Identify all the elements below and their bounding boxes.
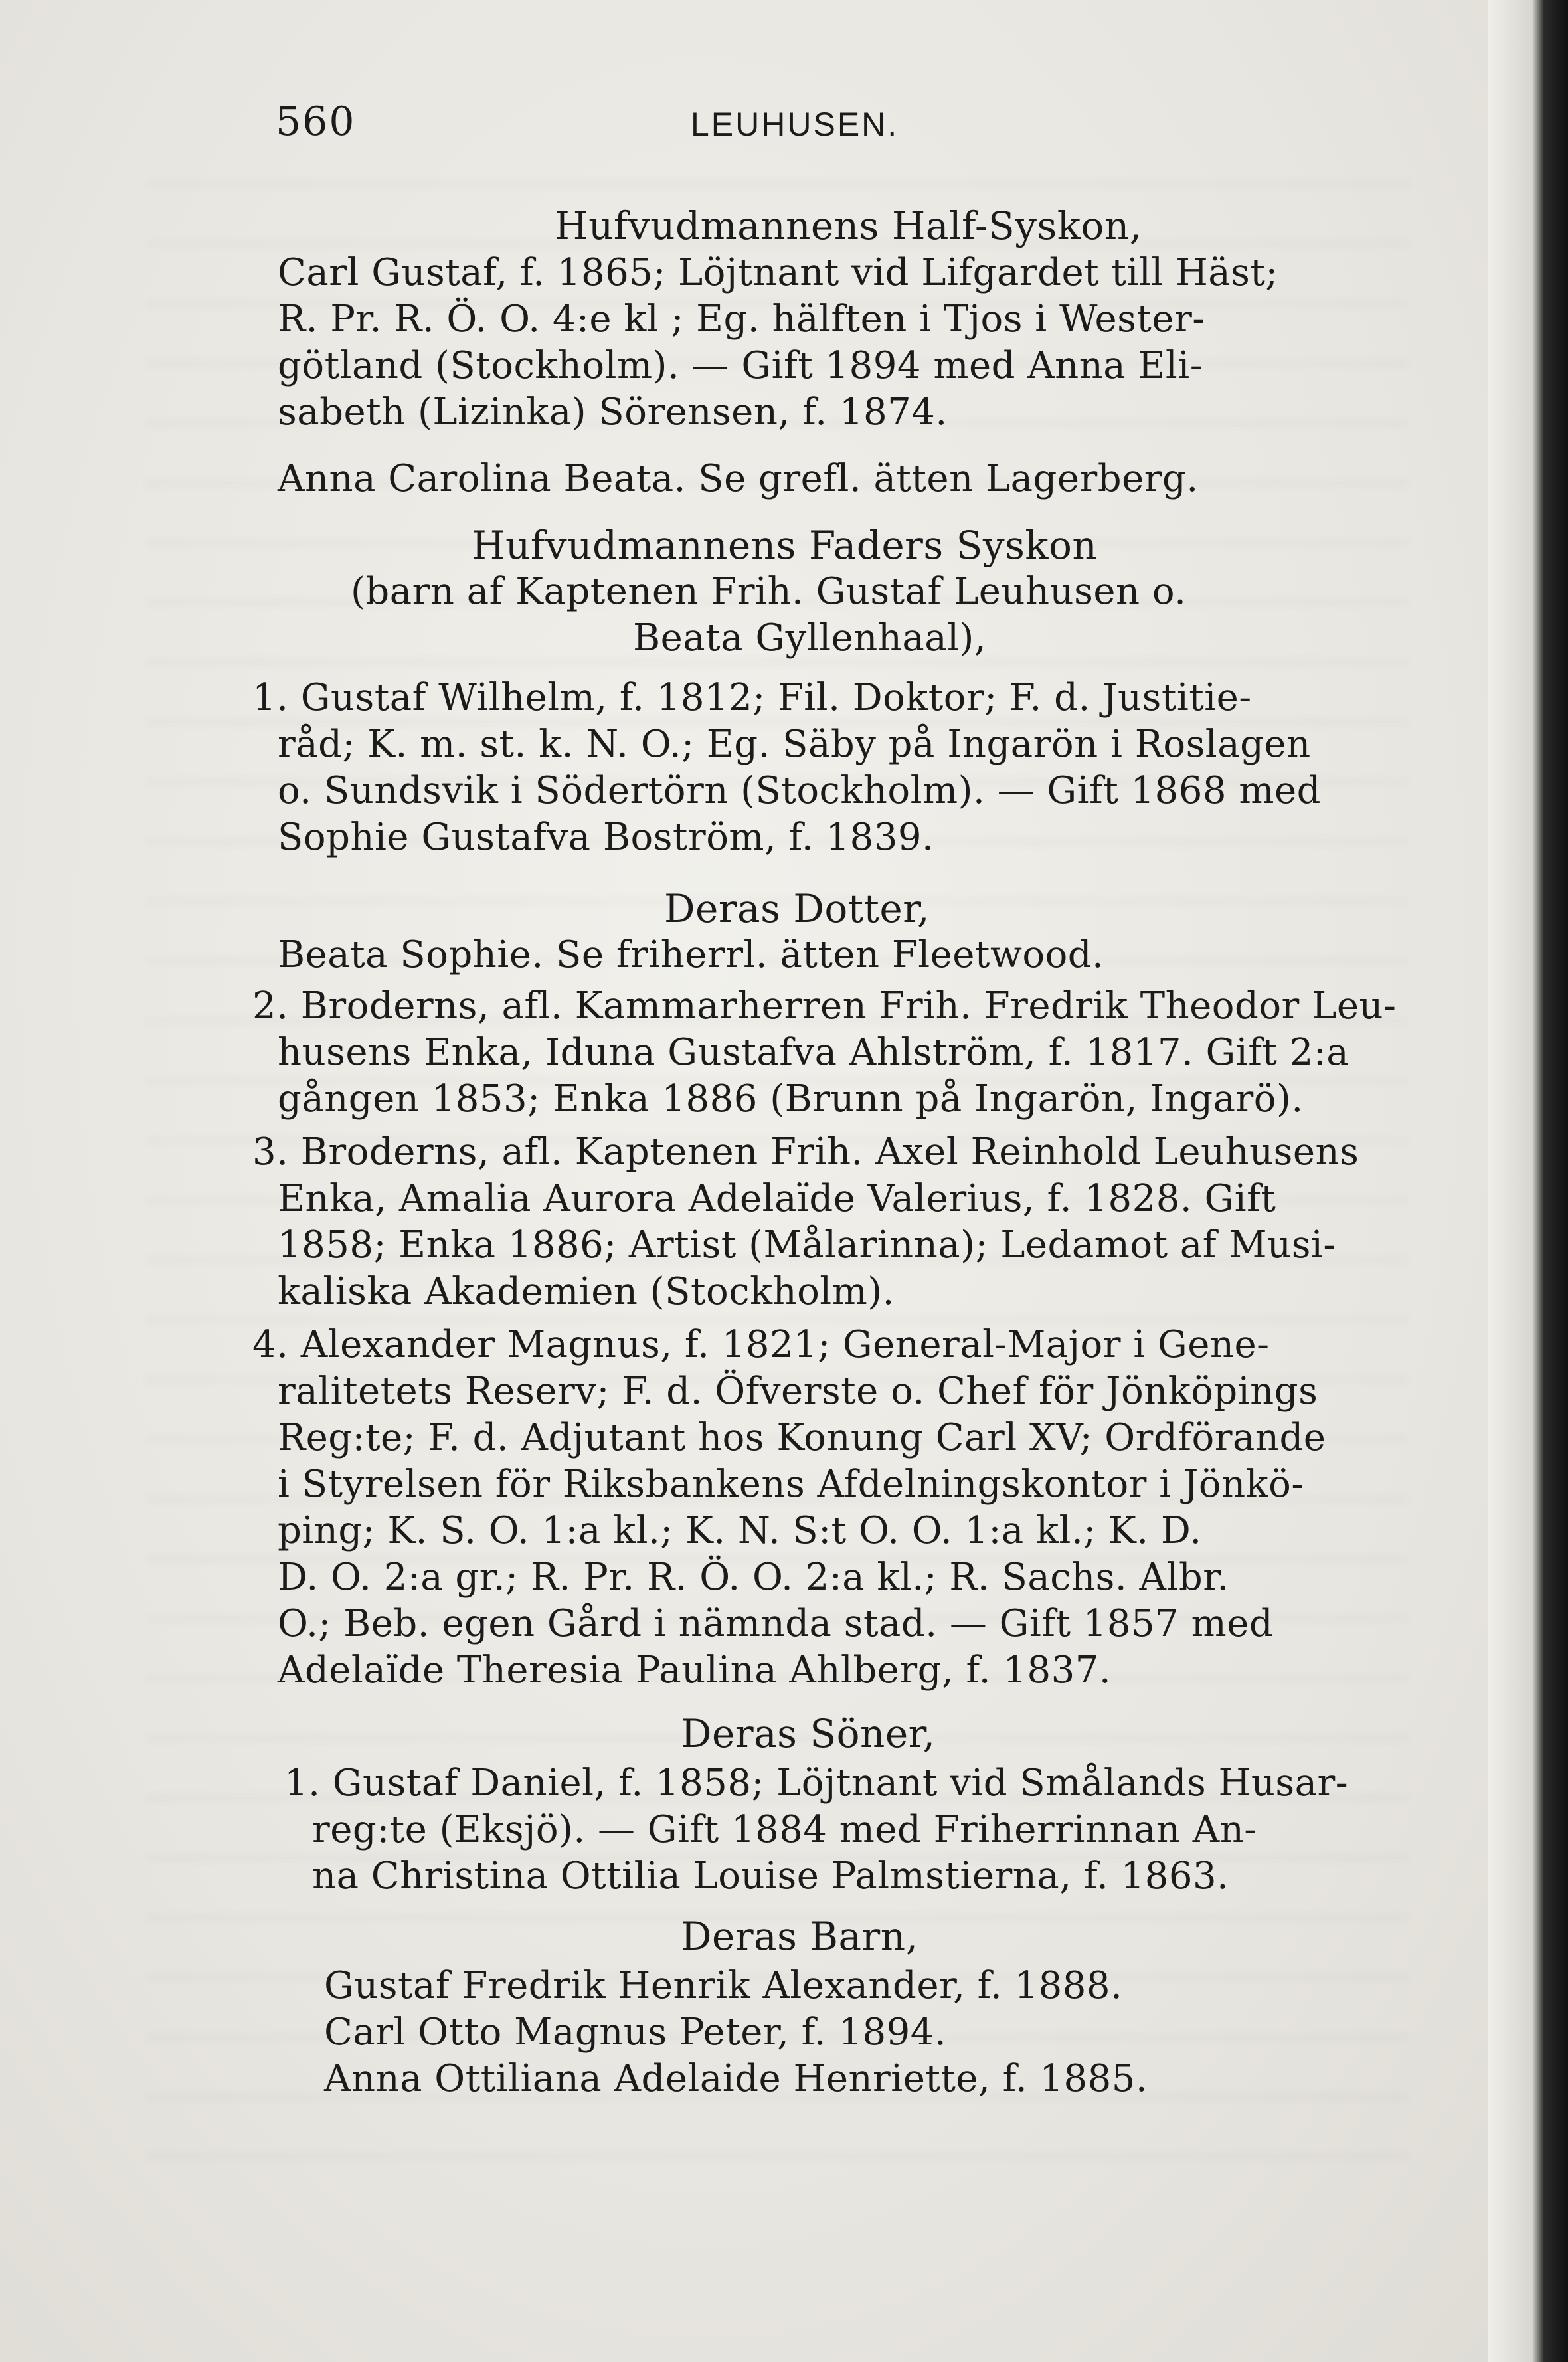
text-line: reg:te (Eksjö). — Gift 1884 med Friherrinnan An- <box>312 1808 1257 1851</box>
section-heading: Deras Söner, <box>681 1711 936 1756</box>
section-heading: Deras Barn, <box>681 1914 918 1959</box>
text-line: gången 1853; Enka 1886 (Brunn på Ingarön, Ingarö). <box>278 1077 1304 1121</box>
page-number: 560 <box>276 98 356 145</box>
text-line: R. Pr. R. Ö. O. 4:e kl ; Eg. hälften i Tjos i Wester- <box>278 298 1205 341</box>
text-line: Anna Ottiliana Adelaide Henriette, f. 1885. <box>324 2057 1148 2100</box>
entry-line: 2. Broderns, afl. Kammarherren Frih. Fredrik Theodor Leu- <box>252 984 1397 1028</box>
entry-line: 1. Gustaf Wilhelm, f. 1812; Fil. Doktor; F. d. Justitie- <box>252 676 1252 719</box>
entry-line: 3. Broderns, afl. Kaptenen Frih. Axel Reinhold Leuhusens <box>252 1131 1359 1174</box>
text-line: Carl Gustaf, f. 1865; Löjtnant vid Lifgardet till Häst; <box>278 251 1278 294</box>
running-title: LEUHUSEN. <box>691 106 899 143</box>
text-line: husens Enka, Iduna Gustafva Ahlström, f. 1817. Gift 2:a <box>278 1031 1350 1074</box>
text-line: götland (Stockholm). — Gift 1894 med Anna Eli- <box>278 344 1203 387</box>
text-line: Enka, Amalia Aurora Adelaïde Valerius, f. 1828. Gift <box>278 1177 1276 1220</box>
text-line: Gustaf Fredrik Henrik Alexander, f. 1888. <box>324 1964 1123 2007</box>
text-line: i Styrelsen för Riksbankens Afdelningskontor i Jönkö- <box>278 1463 1304 1506</box>
text-line: ping; K. S. O. 1:a kl.; K. N. S:t O. O. 1:a kl.; K. D. <box>278 1509 1202 1552</box>
entry-line: 4. Alexander Magnus, f. 1821; General-Major i Gene- <box>252 1323 1270 1366</box>
section-heading: Hufvudmannens Faders Syskon <box>472 523 1098 568</box>
text-line: Sophie Gustafva Boström, f. 1839. <box>278 816 934 859</box>
text-line: råd; K. m. st. k. N. O.; Eg. Säby på Ingarön i Roslagen <box>278 723 1311 766</box>
text-line: D. O. 2:a gr.; R. Pr. R. Ö. O. 2:a kl.; R. Sachs. Albr. <box>278 1556 1229 1599</box>
section-heading-sub: (barn af Kaptenen Frih. Gustaf Leuhusen o. <box>351 570 1187 613</box>
text-line: na Christina Ottilia Louise Palmstierna, f. 1863. <box>312 1855 1229 1898</box>
text-line: Adelaïde Theresia Paulina Ahlberg, f. 1837. <box>278 1649 1112 1692</box>
text-line: O.; Beb. egen Gård i nämnda stad. — Gift 1857 med <box>278 1602 1274 1645</box>
text-line: o. Sundsvik i Södertörn (Stockholm). — Gift 1868 med <box>278 769 1321 812</box>
page-binding-edge <box>1488 0 1568 2362</box>
section-heading: Deras Dotter, <box>664 886 930 931</box>
text-line: ralitetets Reserv; F. d. Öfverste o. Chef för Jönköpings <box>278 1370 1318 1413</box>
text-line: Reg:te; F. d. Adjutant hos Konung Carl XV; Ordförande <box>278 1416 1326 1459</box>
entry-line: 1. Gustaf Daniel, f. 1858; Löjtnant vid Smålands Husar- <box>284 1762 1349 1805</box>
text-line: Carl Otto Magnus Peter, f. 1894. <box>324 2011 947 2054</box>
text-line: kaliska Akademien (Stockholm). <box>278 1270 895 1313</box>
text-line: Anna Carolina Beata. Se grefl. ätten Lagerberg. <box>278 457 1199 500</box>
section-heading-sub: Beata Gyllenhaal), <box>633 616 987 660</box>
text-line: Beata Sophie. Se friherrl. ätten Fleetwood. <box>278 933 1104 976</box>
text-line: sabeth (Lizinka) Sörensen, f. 1874. <box>278 391 948 434</box>
text-line: 1858; Enka 1886; Artist (Målarinna); Ledamot af Musi- <box>278 1224 1336 1267</box>
section-heading: Hufvudmannens Half-Syskon, <box>555 203 1142 248</box>
